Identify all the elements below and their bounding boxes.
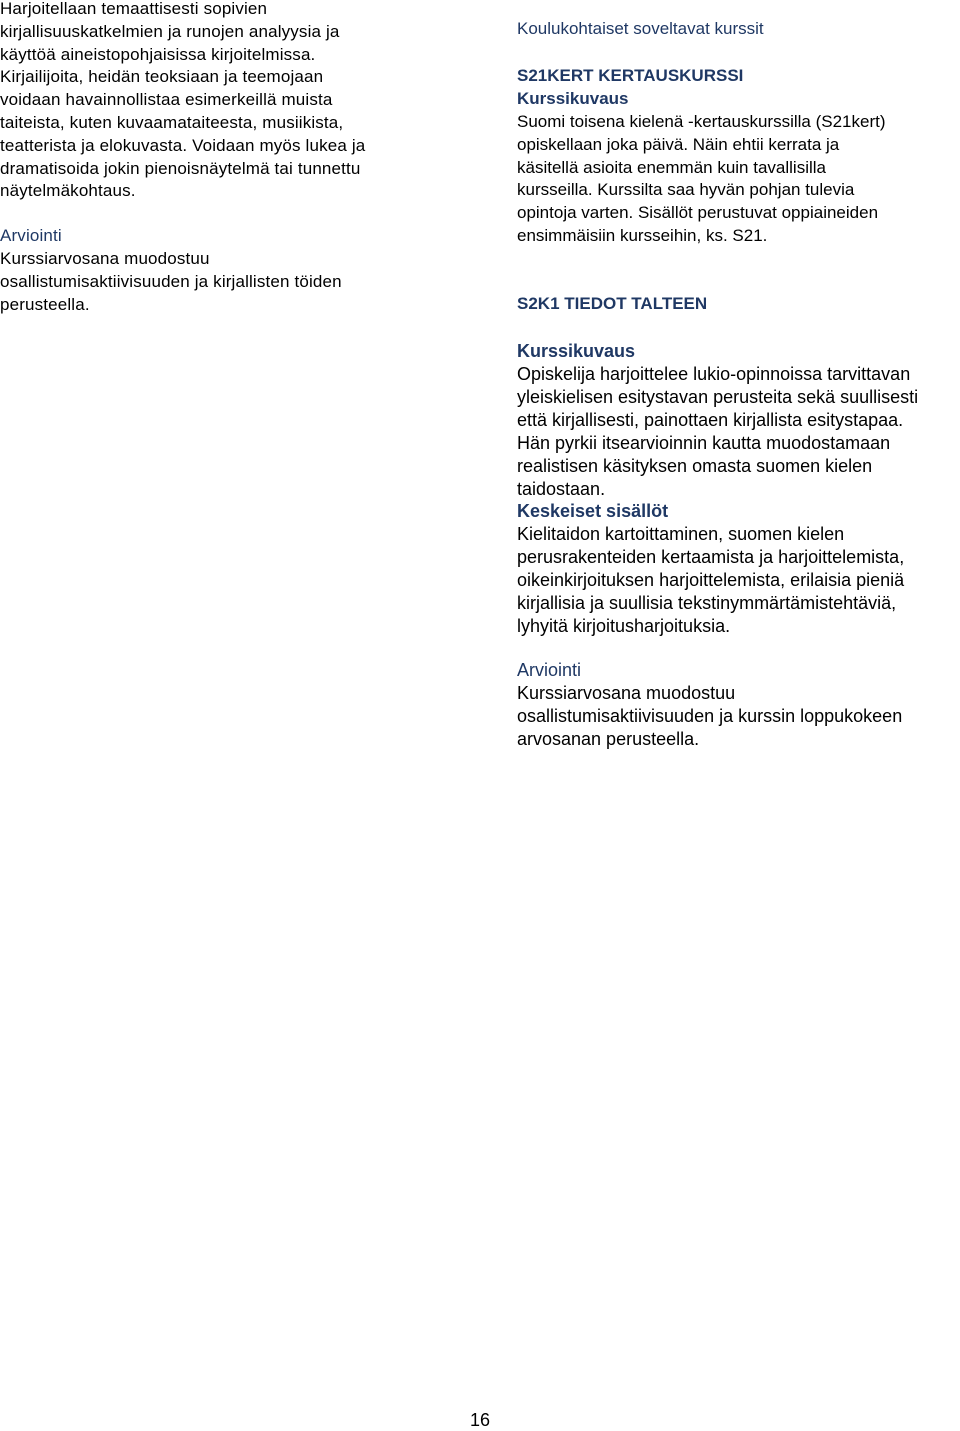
arviointi-text-left: Kurssiarvosana muodostuu osallistumisaktiivisuuden ja kirjallisten töiden perusteella. (0, 249, 342, 314)
intro-paragraph: Harjoitellaan temaattisesti sopivien kirjallisuuskatkelmien ja runojen analyysia ja käyttöä aineistopohjaisissa kirjoitelmissa. Kirjailijoita, heidän teoksiaan ja teemojaan voidaan havainnollistaa esimerkeillä muista taiteista, kuten kuvaamataiteesta, musiikista, teatterista ja elokuvasta. Voidaan myös lukea ja dramatisoida jokin pienoisnäytelmä tai tunnettu näytelmäkohtaus. (0, 0, 366, 201)
course2-sisallot-text: Kielitaidon kartoittaminen, suomen kielen perusrakenteiden kertaamista ja harjoittelemista, oikeinkirjoituksen harjoittelemista, erilaisia pieniä kirjallisia ja suullisia tekstinymmärtämistehtäviä, lyhyitä kirjoitusharjoituksia. (517, 524, 905, 636)
course2-title: S2K1 TIEDOT TALTEEN (517, 294, 708, 313)
course1-kuvaus-heading: Kurssikuvaus (517, 89, 629, 108)
course2-sisallot-heading: Keskeiset sisällöt (517, 501, 669, 521)
course2-kuvaus-heading: Kurssikuvaus (517, 341, 636, 361)
course2-kuvaus-text: Opiskelija harjoittelee lukio-opinnoissa tarvittavan yleiskielisen esitystavan perusteita sekä suullisesti että kirjallisesti, painottaen kirjallista esitystapaa. Hän pyrkii itsearvioinnin kautta muodostamaan realistisen käsityksen omasta suomen kielen taidostaan. (517, 364, 919, 499)
course2-arviointi-heading: Arviointi (517, 660, 582, 680)
course1-title: S21KERT KERTAUSKURSSI (517, 66, 744, 85)
course2-arviointi-text: Kurssiarvosana muodostuu osallistumisaktiivisuuden ja kurssin loppukokeen arvosanan perusteella. (517, 683, 903, 749)
section-title: Koulukohtaiset soveltavat kurssit (517, 19, 764, 38)
course1-kuvaus-text: Suomi toisena kielenä -kertauskurssilla (S21kert) opiskellaan joka päivä. Näin ehtii kerrata ja käsitellä asioita enemmän kuin tavallisilla kursseilla. Kurssilta saa hyvän pohjan tulevia opintoja varten. Sisällöt perustuvat oppiaineiden ensimmäisiin kursseihin, ks. S21. (517, 112, 886, 245)
arviointi-heading-left: Arviointi (0, 226, 62, 245)
page-number: 16 (469, 1410, 491, 1430)
